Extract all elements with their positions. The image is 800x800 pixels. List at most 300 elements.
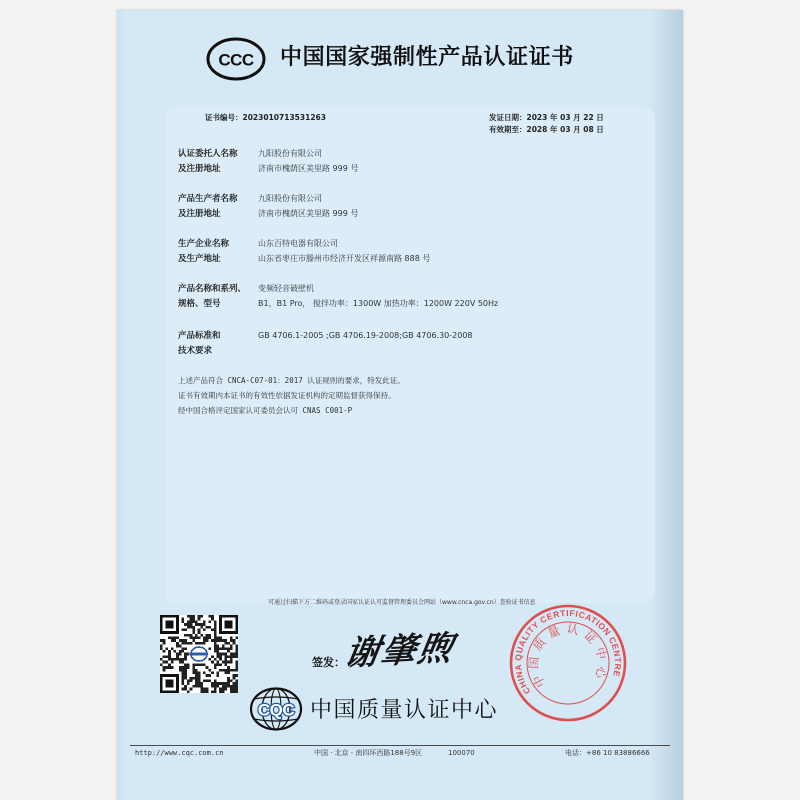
- qr-module: [211, 661, 214, 664]
- qr-module: [168, 655, 171, 658]
- manufacturer-name-label: 产品生产者名称: [178, 194, 238, 204]
- certificate-number-value: 2023010713531263: [242, 113, 326, 122]
- qr-module: [214, 682, 217, 685]
- qr-module: [200, 663, 203, 666]
- qr-module: [214, 647, 217, 650]
- qr-module: [192, 669, 195, 672]
- seal-inner-text: [526, 621, 610, 690]
- qr-module: [214, 639, 217, 642]
- applicant-name-value: 九阳股份有限公司: [258, 149, 322, 158]
- applicant-name-label: 认证委托人名称: [178, 149, 238, 159]
- qr-module: [214, 623, 217, 626]
- qr-module: [214, 666, 217, 669]
- qr-module: [187, 634, 190, 637]
- qr-module: [216, 645, 219, 648]
- expiry-date-label: 有效期至：: [489, 125, 527, 134]
- qr-module: [195, 669, 198, 672]
- qr-module: [182, 671, 185, 674]
- qr-module: [179, 669, 182, 672]
- signature-label: 签发：: [312, 656, 345, 669]
- product-name-value: 变频轻音破壁机: [258, 284, 314, 293]
- qr-module: [211, 628, 214, 631]
- qr-module: [230, 653, 233, 656]
- qr-module: [227, 666, 230, 669]
- qr-module: [171, 666, 174, 669]
- qr-module: [200, 634, 203, 637]
- qr-module: [203, 671, 206, 674]
- qr-module: [227, 682, 230, 685]
- qr-module: [233, 688, 236, 691]
- qr-module: [235, 663, 238, 666]
- qr-module: [195, 680, 198, 683]
- qr-module: [198, 680, 201, 683]
- qr-module: [214, 628, 217, 631]
- qr-module: [160, 639, 163, 642]
- qr-module: [192, 663, 195, 666]
- qr-module: [195, 642, 198, 645]
- qr-module: [208, 637, 211, 640]
- qr-module: [230, 637, 233, 640]
- qr-module: [225, 658, 228, 661]
- expiry-date: [489, 125, 604, 134]
- qr-module: [163, 650, 166, 653]
- qr-module: [216, 685, 219, 688]
- qr-module: [176, 653, 179, 656]
- qr-module: [192, 620, 195, 623]
- qr-module: [203, 688, 206, 691]
- qr-module: [179, 653, 182, 656]
- qr-module: [176, 645, 179, 648]
- qr-module: [192, 631, 195, 634]
- qr-module: [203, 639, 206, 642]
- qr-module: [198, 677, 201, 680]
- qr-module: [214, 637, 217, 640]
- product-name-label: 产品名称和系列、: [178, 284, 247, 294]
- qr-module: [214, 690, 217, 693]
- qr-module: [211, 615, 214, 618]
- qr-module: [216, 637, 219, 640]
- qr-module: [225, 671, 228, 674]
- certificate-title: 中国国家强制性产品认证证书: [280, 45, 574, 70]
- qr-module: [214, 642, 217, 645]
- factory-name-label: 生产企业名称: [178, 239, 230, 249]
- qr-module: [206, 639, 209, 642]
- standards-label-line1: 产品标准和: [178, 331, 221, 341]
- standards-label-line2: 技术要求: [178, 346, 213, 356]
- qr-module: [184, 653, 187, 656]
- qr-module: [216, 661, 219, 664]
- qr-module: [211, 685, 214, 688]
- qr-module: [219, 669, 222, 672]
- qr-module: [230, 655, 233, 658]
- ccc-logo-text: CCC: [218, 50, 254, 70]
- qr-module: [225, 655, 228, 658]
- qr-module: [222, 682, 225, 685]
- qr-module: [163, 642, 166, 645]
- qr-module: [225, 682, 228, 685]
- qr-module: [165, 647, 168, 650]
- qr-module: [190, 642, 193, 645]
- seal-outer-textpath: CHINA QUALITY CERTIFICATION CENTRE: [512, 607, 624, 697]
- qr-module: [184, 634, 187, 637]
- qr-module: [187, 653, 190, 656]
- qr-module: [235, 685, 238, 688]
- qr-module: [187, 663, 190, 666]
- qr-module: [163, 669, 166, 672]
- qr-module: [176, 642, 179, 645]
- qr-module: [173, 639, 176, 642]
- qr-module: [203, 642, 206, 645]
- footer-phone: 电话：+86 10 83886666: [565, 749, 650, 757]
- qr-module: [219, 653, 222, 656]
- qr-module: [208, 674, 211, 677]
- qr-module: [192, 615, 195, 618]
- qr-module: [198, 682, 201, 685]
- qr-module: [195, 620, 198, 623]
- qr-module: [165, 666, 168, 669]
- qr-module: [235, 655, 238, 658]
- qr-module: [235, 661, 238, 664]
- qr-module: [208, 680, 211, 683]
- qr-module: [216, 653, 219, 656]
- verification-note: 可通过扫描下方二维码或登录国家认证认可监督管理委员会网站（www.cnca.gov.cn）查验证书信息: [268, 599, 536, 606]
- qr-module: [184, 663, 187, 666]
- qr-module: [230, 647, 233, 650]
- qr-module: [163, 666, 166, 669]
- manufacturer-address-value: 济南市槐荫区美里路 999 号: [258, 209, 359, 218]
- qr-module: [176, 658, 179, 661]
- qr-module: [219, 655, 222, 658]
- qr-module: [182, 658, 185, 661]
- qr-module: [182, 620, 185, 623]
- qr-module: [200, 642, 203, 645]
- qr-module: [203, 623, 206, 626]
- qr-module: [190, 620, 193, 623]
- qr-module: [182, 680, 185, 683]
- qr-module: [179, 661, 182, 664]
- qr-module: [227, 650, 230, 653]
- qr-module: [168, 650, 171, 653]
- qr-module: [233, 682, 236, 685]
- qr-module: [208, 634, 211, 637]
- qr-module: [192, 671, 195, 674]
- qr-module: [182, 642, 185, 645]
- qr-center-logo-band: [192, 652, 207, 655]
- footer-divider: [130, 745, 670, 746]
- qr-module: [182, 628, 185, 631]
- qr-module: [171, 661, 174, 664]
- qr-module: [190, 688, 193, 691]
- qr-module: [190, 626, 193, 629]
- qr-module: [179, 645, 182, 648]
- qr-module: [235, 674, 238, 677]
- qr-module: [184, 658, 187, 661]
- statement-compliance: 上述产品符合 CNCA-C07-01：2017 认证规则的要求，特发此证。: [178, 376, 405, 385]
- qr-module: [171, 658, 174, 661]
- qr-module: [192, 666, 195, 669]
- qr-module: [227, 642, 230, 645]
- qr-module: [235, 688, 238, 691]
- qr-module: [168, 666, 171, 669]
- product-model-value: B1，B1 Pro， 搅拌功率：1300W 加热功率：1200W 220V 50Hz: [258, 299, 499, 308]
- qr-module: [230, 658, 233, 661]
- qr-module: [184, 647, 187, 650]
- qr-module: [192, 685, 195, 688]
- qr-module: [214, 631, 217, 634]
- qr-module: [203, 628, 206, 631]
- qr-module: [176, 637, 179, 640]
- qr-module: [187, 690, 190, 693]
- qr-module: [190, 634, 193, 637]
- product-model-label: 规格、型号: [178, 299, 221, 309]
- qr-module: [206, 690, 209, 693]
- qr-module: [211, 639, 214, 642]
- qr-module: [173, 637, 176, 640]
- qr-module: [187, 680, 190, 683]
- factory-address-value: 山东省枣庄市滕州市经济开发区祥源南路 888 号: [258, 254, 431, 263]
- qr-module: [219, 663, 222, 666]
- qr-module: [214, 688, 217, 691]
- qr-module: [227, 669, 230, 672]
- qr-module: [235, 637, 238, 640]
- applicant-address-label: 及注册地址: [178, 164, 221, 174]
- qr-module: [165, 655, 168, 658]
- qr-module: [187, 623, 190, 626]
- qr-module: [225, 669, 228, 672]
- qr-module: [211, 655, 214, 658]
- qr-module: [235, 690, 238, 693]
- qr-module: [222, 685, 225, 688]
- qr-module: [163, 639, 166, 642]
- qr-module: [203, 680, 206, 683]
- qr-module: [168, 663, 171, 666]
- qr-module: [206, 680, 209, 683]
- qr-module: [216, 655, 219, 658]
- qr-module: [184, 674, 187, 677]
- qr-module: [227, 647, 230, 650]
- qr-module: [233, 653, 236, 656]
- qr-module: [214, 685, 217, 688]
- issuer-name: 中国质量认证中心: [310, 698, 499, 723]
- qr-module: [184, 666, 187, 669]
- qr-module: [222, 690, 225, 693]
- seal-inner-textpath: 中国质量认证中心: [526, 621, 610, 690]
- qr-module: [206, 674, 209, 677]
- qr-module: [184, 685, 187, 688]
- official-seal: [508, 603, 628, 723]
- factory-address-label: 及生产地址: [178, 254, 221, 264]
- qr-module: [195, 671, 198, 674]
- qr-module: [216, 674, 219, 677]
- qr-module: [230, 688, 233, 691]
- qr-module: [235, 666, 238, 669]
- qr-module: [235, 647, 238, 650]
- qr-module: [222, 647, 225, 650]
- ccc-logo: [205, 36, 267, 82]
- qr-module: [235, 645, 238, 648]
- qr-module: [233, 639, 236, 642]
- manufacturer-name-value: 九阳股份有限公司: [258, 194, 322, 203]
- qr-module: [198, 631, 201, 634]
- qr-module: [230, 639, 233, 642]
- qr-module: [203, 690, 206, 693]
- qr-module: [190, 637, 193, 640]
- qr-module: [235, 680, 238, 683]
- qr-module: [184, 623, 187, 626]
- qr-module: [225, 642, 228, 645]
- qr-module: [200, 626, 203, 629]
- statement-validity: 证书有效期内本证书的有效性依据发证机构的定期监督获得保持。: [178, 391, 396, 400]
- certificate-number-label: 证书编号：: [205, 113, 243, 122]
- qr-module: [198, 674, 201, 677]
- qr-module: [184, 642, 187, 645]
- qr-module: [198, 628, 201, 631]
- footer-website: http://www.cqc.com.cn: [135, 749, 224, 757]
- qr-module: [198, 623, 201, 626]
- qr-module: [208, 620, 211, 623]
- qr-module: [182, 674, 185, 677]
- qr-module: [195, 623, 198, 626]
- qr-module: [211, 671, 214, 674]
- qr-module: [184, 639, 187, 642]
- qr-module: [168, 658, 171, 661]
- qr-finder-pattern: [165, 680, 173, 688]
- qr-module: [195, 637, 198, 640]
- qr-module: [187, 682, 190, 685]
- qr-module: [208, 626, 211, 629]
- qr-module: [163, 655, 166, 658]
- qr-module: [195, 674, 198, 677]
- statement-accreditation: 经中国合格评定国家认可委员会认可 CNAS C001-P: [178, 406, 353, 415]
- qr-module: [219, 647, 222, 650]
- qr-module: [225, 653, 228, 656]
- qr-module: [171, 647, 174, 650]
- qr-module: [214, 658, 217, 661]
- qr-finder-pattern: [225, 620, 233, 628]
- qr-module: [208, 647, 211, 650]
- cqc-logo-text: CQC: [257, 700, 295, 720]
- qr-module: [198, 637, 201, 640]
- expiry-date-value: 2028 年 03 月 08 日: [526, 125, 604, 134]
- qr-module: [192, 628, 195, 631]
- qr-module: [190, 618, 193, 621]
- qr-module: [182, 688, 185, 691]
- qr-module: [168, 637, 171, 640]
- qr-module: [160, 647, 163, 650]
- qr-module: [184, 669, 187, 672]
- factory-name-value: 山东百特电器有限公司: [258, 239, 338, 248]
- qr-module: [235, 650, 238, 653]
- qr-module: [190, 623, 193, 626]
- qr-module: [211, 682, 214, 685]
- qr-module: [160, 645, 163, 648]
- qr-module: [214, 680, 217, 683]
- qr-module: [227, 677, 230, 680]
- qr-module: [225, 647, 228, 650]
- qr-module: [227, 680, 230, 683]
- qr-module: [211, 690, 214, 693]
- qr-module: [227, 655, 230, 658]
- qr-module: [219, 688, 222, 691]
- qr-module: [219, 658, 222, 661]
- qr-module: [192, 639, 195, 642]
- qr-module: [182, 618, 185, 621]
- qr-module: [222, 688, 225, 691]
- qr-module: [198, 685, 201, 688]
- qr-module: [214, 650, 217, 653]
- qr-module: [173, 658, 176, 661]
- qr-module: [230, 680, 233, 683]
- qr-module: [168, 653, 171, 656]
- qr-module: [222, 639, 225, 642]
- qr-module: [233, 685, 236, 688]
- qr-module: [198, 671, 201, 674]
- qr-module: [184, 688, 187, 691]
- qr-module: [233, 677, 236, 680]
- signature: 谢肇煦: [341, 628, 458, 674]
- qr-module: [195, 663, 198, 666]
- footer-address: 中国 · 北京 · 南四环西路188号9区: [314, 749, 423, 757]
- issue-date: [489, 113, 604, 122]
- qr-module: [225, 663, 228, 666]
- qr-module: [206, 688, 209, 691]
- qr-module: [171, 639, 174, 642]
- qr-module: [214, 663, 217, 666]
- certificate-number: [205, 113, 326, 122]
- qr-module: [190, 677, 193, 680]
- qr-module: [198, 618, 201, 621]
- qr-module: [187, 642, 190, 645]
- qr-module: [198, 615, 201, 618]
- qr-module: [184, 655, 187, 658]
- qr-module: [216, 663, 219, 666]
- qr-module: [171, 637, 174, 640]
- qr-module: [184, 628, 187, 631]
- qr-module: [219, 637, 222, 640]
- qr-module: [200, 623, 203, 626]
- qr-module: [208, 669, 211, 672]
- qr-module: [198, 663, 201, 666]
- qr-module: [216, 671, 219, 674]
- qr-module: [230, 669, 233, 672]
- qr-module: [192, 626, 195, 629]
- footer-postcode: 100070: [448, 749, 475, 757]
- qr-module: [211, 618, 214, 621]
- qr-module: [182, 669, 185, 672]
- qr-module: [230, 685, 233, 688]
- qr-module: [230, 645, 233, 648]
- qr-code: [160, 615, 238, 693]
- qr-module: [203, 637, 206, 640]
- qr-module: [179, 666, 182, 669]
- qr-module: [182, 650, 185, 653]
- qr-module: [184, 677, 187, 680]
- qr-module: [208, 615, 211, 618]
- qr-module: [235, 682, 238, 685]
- qr-module: [182, 639, 185, 642]
- qr-module: [214, 634, 217, 637]
- qr-module: [187, 615, 190, 618]
- qr-module: [233, 690, 236, 693]
- qr-module: [233, 642, 236, 645]
- qr-module: [198, 642, 201, 645]
- qr-module: [173, 650, 176, 653]
- certificate-content-panel: [165, 107, 655, 603]
- qr-module: [214, 626, 217, 629]
- qr-module: [190, 615, 193, 618]
- qr-module: [216, 647, 219, 650]
- qr-module: [219, 639, 222, 642]
